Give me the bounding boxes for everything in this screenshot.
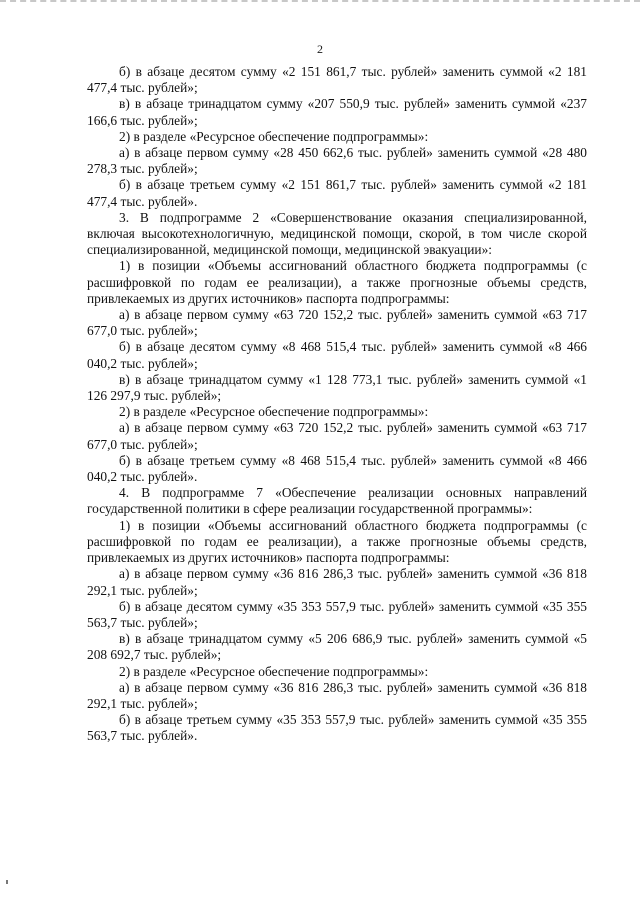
document-body	[87, 64, 587, 745]
page-number: 2	[317, 42, 323, 56]
paragraph: в) в абзаце тринадцатом сумму «5 206 686,9 тыс. рублей» заменить суммой «5 208 692,7 тыс. рублей»;	[87, 631, 587, 663]
paragraph: 1) в позиции «Объемы ассигнований областного бюджета подпрограммы (с расшифровкой по годам ее реализации), а также прогнозные объемы средств, привлекаемых из других источников» паспорта подпрограммы:	[87, 258, 587, 306]
paragraph: а) в абзаце первом сумму «28 450 662,6 тыс. рублей» заменить суммой «28 480 278,3 тыс. рублей»;	[87, 145, 587, 177]
paragraph: б) в абзаце третьем сумму «8 468 515,4 тыс. рублей» заменить суммой «8 466 040,2 тыс. рублей».	[87, 452, 587, 485]
paragraph: б) в абзаце третьем сумму «2 151 861,7 тыс. рублей» заменить суммой «2 181 477,4 тыс. рублей».	[87, 177, 587, 209]
paragraph: 4. В подпрограмме 7 «Обеспечение реализации основных направлений государственной политики в сфере реализации государственной программы»:	[87, 485, 587, 517]
paragraph: а) в абзаце первом сумму «63 720 152,2 тыс. рублей» заменить суммой «63 717 677,0 тыс. рублей»;	[87, 307, 587, 339]
paragraph: 2) в разделе «Ресурсное обеспечение подпрограммы»:	[119, 404, 429, 420]
paragraph: а) в абзаце первом сумму «36 816 286,3 тыс. рублей» заменить суммой «36 818 292,1 тыс. рублей»;	[87, 566, 587, 598]
paragraph: а) в абзаце первом сумму «63 720 152,2 тыс. рублей» заменить суммой «63 717 677,0 тыс. рублей»;	[87, 420, 587, 452]
paragraph: б) в абзаце десятом сумму «2 151 861,7 тыс. рублей» заменить суммой «2 181 477,4 тыс. рублей»;	[87, 64, 587, 96]
paragraph: 1) в позиции «Объемы ассигнований областного бюджета подпрограммы (с расшифровкой по годам ее реализации), а также прогнозные объемы средств, привлекаемых из других источников» паспорта подпрограммы:	[87, 517, 587, 566]
paragraph: 2) в разделе «Ресурсное обеспечение подпрограммы»:	[119, 128, 429, 144]
paragraph: а) в абзаце первом сумму «36 816 286,3 тыс. рублей» заменить суммой «36 818 292,1 тыс. рублей»;	[87, 679, 587, 711]
paragraph: 2) в разделе «Ресурсное обеспечение подпрограммы»:	[119, 663, 429, 679]
paragraph: б) в абзаце десятом сумму «35 353 557,9 тыс. рублей» заменить суммой «35 355 563,7 тыс. рублей»;	[87, 598, 587, 630]
paragraph: в) в абзаце тринадцатом сумму «1 128 773,1 тыс. рублей» заменить суммой «1 126 297,9 тыс. рублей»;	[87, 371, 587, 404]
scan-top-edge	[0, 0, 640, 5]
scan-margin-mark	[6, 880, 8, 884]
paragraph: б) в абзаце третьем сумму «35 353 557,9 тыс. рублей» заменить суммой «35 355 563,7 тыс. рублей».	[87, 712, 587, 744]
paragraph: б) в абзаце десятом сумму «8 468 515,4 тыс. рублей» заменить суммой «8 466 040,2 тыс. рублей»;	[87, 339, 587, 371]
paragraph: в) в абзаце тринадцатом сумму «207 550,9 тыс. рублей» заменить суммой «237 166,6 тыс. рублей»;	[87, 96, 587, 128]
paragraph: 3. В подпрограмме 2 «Совершенствование оказания специализированной, включая высокотехнологичную, медицинской помощи, скорой, в том числе скорой специализированной, медицинской помощи, медицинской эвакуации»:	[87, 209, 587, 258]
